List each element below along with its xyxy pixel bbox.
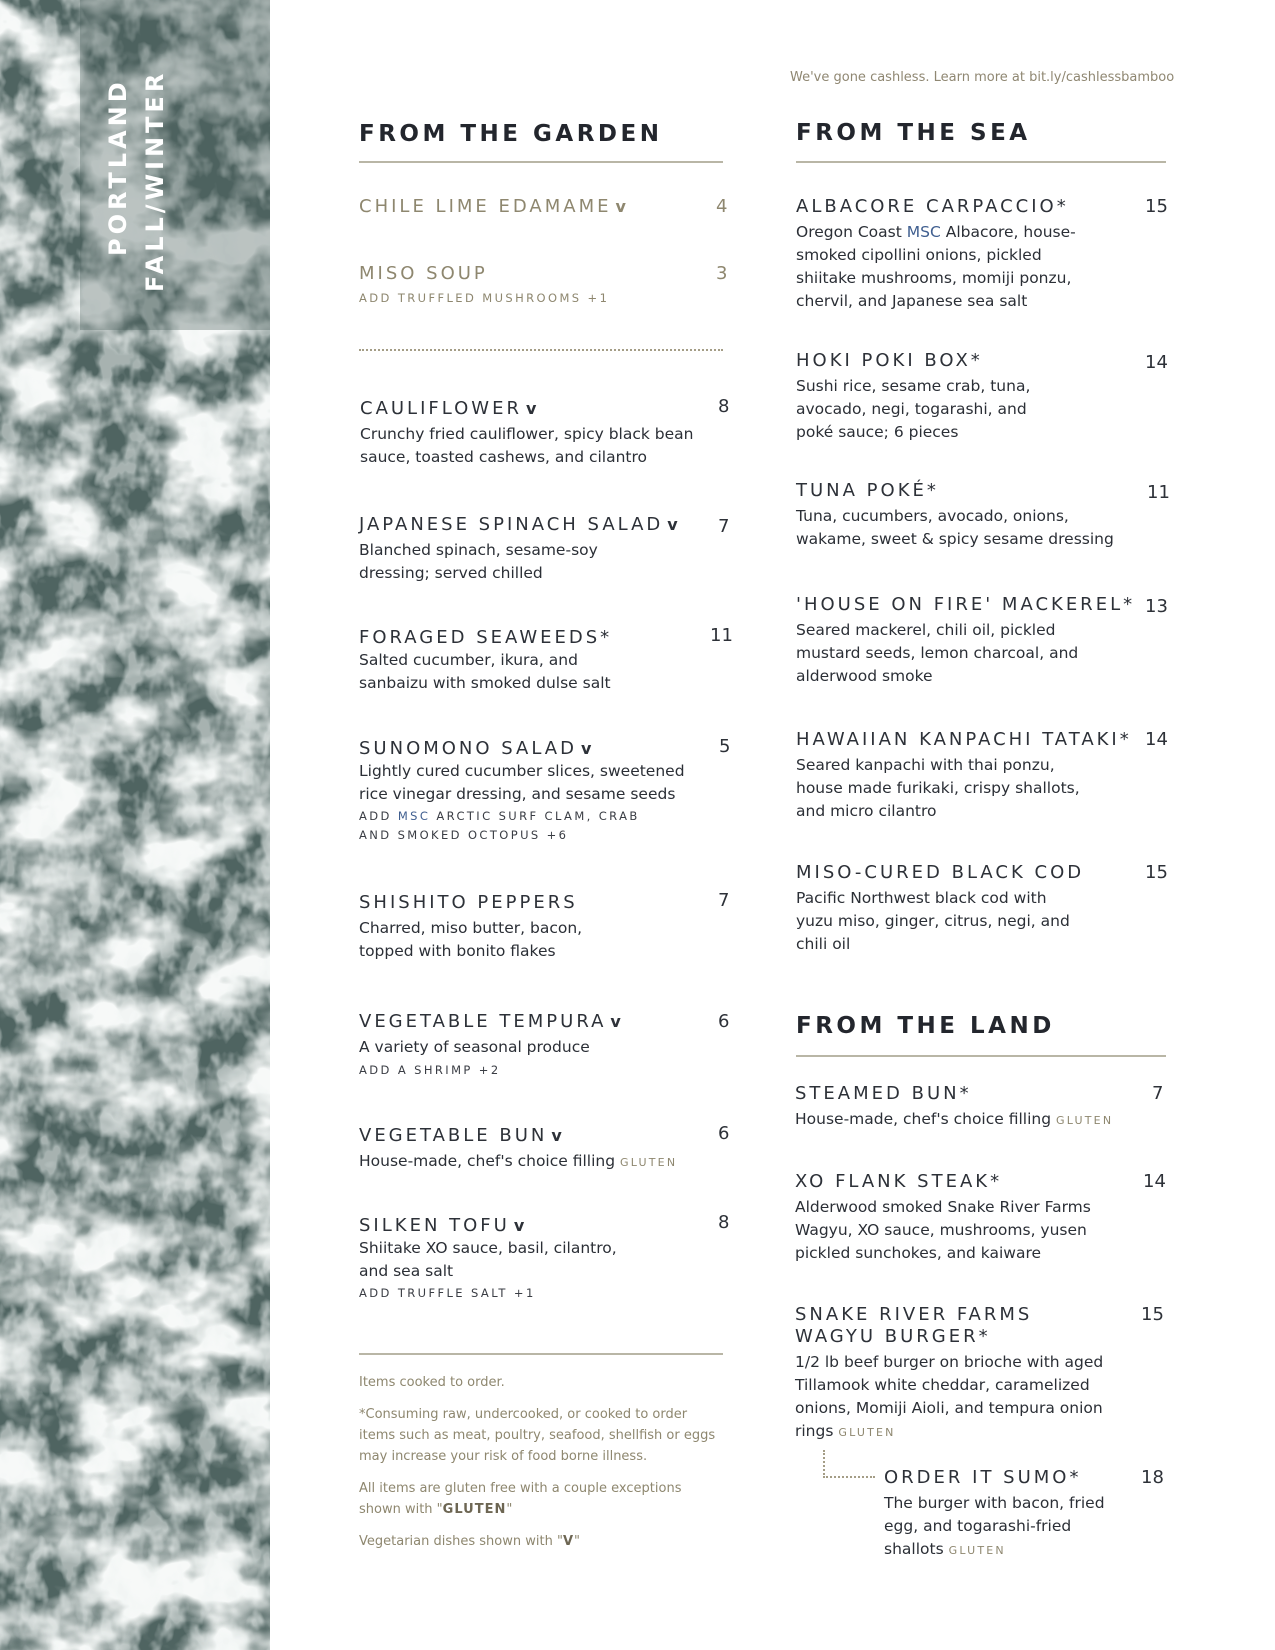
item-description: Pacific Northwest black cod with yuzu miso, ginger, citrus, negi, and chili oil xyxy=(796,889,1070,953)
gluten-tag: GLUTEN xyxy=(838,1426,896,1439)
item-description: A variety of seasonal produce xyxy=(359,1038,590,1056)
veg-keyword: V xyxy=(562,1534,574,1549)
vegetarian-mark: v xyxy=(513,1216,525,1235)
item-addon: ADD A SHRIMP +2 xyxy=(359,1063,501,1077)
item-price: 7 xyxy=(1152,1083,1164,1104)
menu-item xyxy=(359,196,626,217)
section-rule xyxy=(359,161,723,163)
menu-item xyxy=(796,594,1136,688)
item-description: Albacore, house-smoked cipollini onions, pickled shiitake mushrooms, momiji ponzu, chervil, and Japanese sea salt xyxy=(796,223,1076,310)
menu-item xyxy=(359,892,582,963)
item-price: 6 xyxy=(718,1123,730,1144)
vegetarian-mark: v xyxy=(525,399,537,418)
item-price: 13 xyxy=(1145,596,1168,617)
item-description-line: Blanched spinach, sesame-soy xyxy=(359,541,598,559)
addon-prefix: ADD xyxy=(359,809,392,823)
vegetarian-mark: v xyxy=(667,515,678,534)
item-price: 15 xyxy=(1145,196,1168,217)
section-title-sea: FROM THE SEA xyxy=(796,120,1031,146)
item-name: MISO-CURED BLACK COD xyxy=(796,862,1085,883)
item-name: SUNOMONO SALAD xyxy=(359,738,577,759)
menu-item xyxy=(359,1125,677,1174)
item-name: MISO SOUP xyxy=(359,263,488,284)
item-description: House-made, chef's choice filling xyxy=(359,1152,616,1170)
item-addon: ADD TRUFFLED MUSHROOMS +1 xyxy=(359,291,610,305)
dotted-divider xyxy=(359,349,723,351)
section-title-land: FROM THE LAND xyxy=(796,1013,1055,1039)
item-price: 15 xyxy=(1145,862,1168,883)
item-name: JAPANESE SPINACH SALAD xyxy=(359,514,664,535)
item-name-line2: WAGYU BURGER* xyxy=(795,1326,991,1347)
item-name: TUNA POKÉ* xyxy=(796,480,939,501)
item-description: Seared kanpachi with thai ponzu, house made furikaki, crispy shallots, and micro cilantro xyxy=(796,756,1080,820)
menu-item xyxy=(796,480,1116,551)
footnote-veg-text: Vegetarian dishes shown with " xyxy=(359,1534,563,1549)
item-price: 7 xyxy=(718,516,730,537)
item-description-line: topped with bonito flakes xyxy=(359,942,556,960)
msc-label: MSC xyxy=(906,223,941,241)
menu-item xyxy=(359,627,612,695)
menu-item xyxy=(359,738,685,845)
gluten-tag: GLUTEN xyxy=(948,1544,1006,1557)
item-price: 11 xyxy=(1147,482,1170,503)
item-name: SILKEN TOFU xyxy=(359,1215,510,1236)
item-name: HAWAIIAN KANPACHI TATAKI* xyxy=(796,729,1132,750)
gluten-keyword: GLUTEN xyxy=(442,1502,507,1517)
item-description: Tuna, cucumbers, avocado, onions, wakame, sweet & spicy sesame dressing xyxy=(796,507,1114,548)
footnote-vegetarian xyxy=(359,1531,725,1552)
menu-item xyxy=(796,862,1085,956)
vegetarian-mark: v xyxy=(551,1126,562,1145)
item-description-line: and sea salt xyxy=(359,1262,454,1280)
item-name: 'HOUSE ON FIRE' MACKEREL* xyxy=(796,594,1136,615)
item-name: XO FLANK STEAK* xyxy=(795,1171,1003,1192)
item-price: 14 xyxy=(1143,1171,1166,1192)
footnote-gluten-close: " xyxy=(506,1502,513,1517)
footnote-gluten-text: All items are gluten free with a couple exceptions shown with " xyxy=(359,1481,682,1517)
item-price: 15 xyxy=(1141,1304,1164,1325)
item-description-line: Lightly cured cucumber slices, sweetened xyxy=(359,762,685,780)
gluten-tag: GLUTEN xyxy=(620,1156,678,1169)
item-description-line: rice vinegar dressing, and sesame seeds xyxy=(359,785,676,803)
footnote-raw-warning: *Consuming raw, undercooked, or cooked to order items such as meat, poultry, seafood, shellfish or eggs may increase your risk of food borne illness. xyxy=(359,1407,716,1464)
item-price: 3 xyxy=(716,263,728,284)
addon-text: ARCTIC SURF CLAM, CRAB xyxy=(436,809,640,823)
section-title-garden: FROM THE GARDEN xyxy=(359,121,663,147)
section-rule xyxy=(796,161,1166,163)
footnotes xyxy=(359,1372,725,1552)
msc-label: MSC xyxy=(397,809,431,823)
item-description: House-made, chef's choice filling xyxy=(795,1110,1052,1128)
menu-item xyxy=(359,263,609,308)
menu-item xyxy=(359,514,678,585)
gluten-tag: GLUTEN xyxy=(1056,1114,1114,1127)
item-name: FORAGED SEAWEEDS* xyxy=(359,627,613,648)
item-description-line: dressing; served chilled xyxy=(359,564,543,582)
item-price: 4 xyxy=(716,196,728,217)
item-price: 11 xyxy=(710,625,733,646)
ocean-photo-strip xyxy=(0,0,270,1650)
desc-prefix: Oregon Coast xyxy=(796,223,902,241)
item-addon: AND SMOKED OCTOPUS +6 xyxy=(359,828,569,842)
footnote-cooked-to-order: Items cooked to order. xyxy=(359,1375,505,1390)
menu-item xyxy=(796,350,1058,444)
item-description: Alderwood smoked Snake River Farms Wagyu, XO sauce, mushrooms, yusen pickled sunchokes, and kaiware xyxy=(795,1198,1091,1262)
footnote-rule xyxy=(359,1353,723,1355)
vegetarian-mark: v xyxy=(615,197,626,216)
sub-item-connector xyxy=(823,1450,875,1478)
menu-item xyxy=(360,398,710,469)
sidebar-season: FALL/WINTER xyxy=(141,69,169,292)
item-price: 14 xyxy=(1145,729,1168,750)
item-price: 6 xyxy=(718,1011,730,1032)
vegetarian-mark: v xyxy=(580,739,592,758)
item-price: 5 xyxy=(719,736,731,757)
item-name: STEAMED BUN* xyxy=(795,1083,972,1104)
item-name-line1: SNAKE RIVER FARMS xyxy=(795,1304,1033,1325)
item-name: ORDER IT SUMO* xyxy=(884,1467,1082,1488)
item-price: 8 xyxy=(718,1212,730,1233)
item-price: 7 xyxy=(718,890,730,911)
footnote-veg-close: " xyxy=(574,1534,580,1549)
vegetarian-mark: v xyxy=(610,1012,621,1031)
item-price: 14 xyxy=(1145,352,1168,373)
item-name: ALBACORE CARPACCIO* xyxy=(796,196,1069,217)
menu-sub-item xyxy=(884,1467,1119,1562)
menu-item xyxy=(795,1304,1110,1444)
sidebar-city: PORTLAND xyxy=(104,78,132,256)
item-name: VEGETABLE TEMPURA xyxy=(359,1011,607,1032)
item-description: The burger with bacon, fried egg, and togarashi-fried shallots xyxy=(884,1494,1105,1558)
item-description-line: Charred, miso butter, bacon, xyxy=(359,919,583,937)
menu-item xyxy=(359,1215,617,1303)
menu-item xyxy=(796,729,1132,823)
item-description: Crunchy fried cauliflower, spicy black bean sauce, toasted cashews, and cilantro xyxy=(360,425,694,466)
footnote-gluten xyxy=(359,1478,725,1520)
menu-item xyxy=(795,1171,1100,1265)
item-price: 8 xyxy=(718,396,730,417)
item-description-line: Shiitake XO sauce, basil, cilantro, xyxy=(359,1239,617,1257)
menu-item xyxy=(359,1011,621,1080)
item-name: CAULIFLOWER xyxy=(360,398,522,419)
item-description: Sushi rice, sesame crab, tuna, avocado, negi, togarashi, and poké sauce; 6 pieces xyxy=(796,377,1031,441)
section-rule xyxy=(796,1055,1166,1057)
item-name: CHILE LIME EDAMAME xyxy=(359,196,612,217)
item-addon: ADD TRUFFLE SALT +1 xyxy=(359,1286,536,1300)
cashless-notice: We've gone cashless. Learn more at bit.ly/cashlessbamboo xyxy=(790,70,1175,85)
item-name: VEGETABLE BUN xyxy=(359,1125,548,1146)
menu-item xyxy=(796,196,1101,313)
item-price: 18 xyxy=(1141,1467,1164,1488)
item-description: 1/2 lb beef burger on brioche with aged Tillamook white cheddar, caramelized onions, Momiji Aioli, and tempura onion rings xyxy=(795,1353,1104,1440)
menu-item xyxy=(795,1083,1125,1132)
item-description-line: sanbaizu with smoked dulse salt xyxy=(359,674,611,692)
item-name: SHISHITO PEPPERS xyxy=(359,892,578,913)
item-name: HOKI POKI BOX* xyxy=(796,350,983,371)
item-description-line: Salted cucumber, ikura, and xyxy=(359,651,578,669)
item-description: Seared mackerel, chili oil, pickled mustard seeds, lemon charcoal, and alderwood smoke xyxy=(796,621,1079,685)
